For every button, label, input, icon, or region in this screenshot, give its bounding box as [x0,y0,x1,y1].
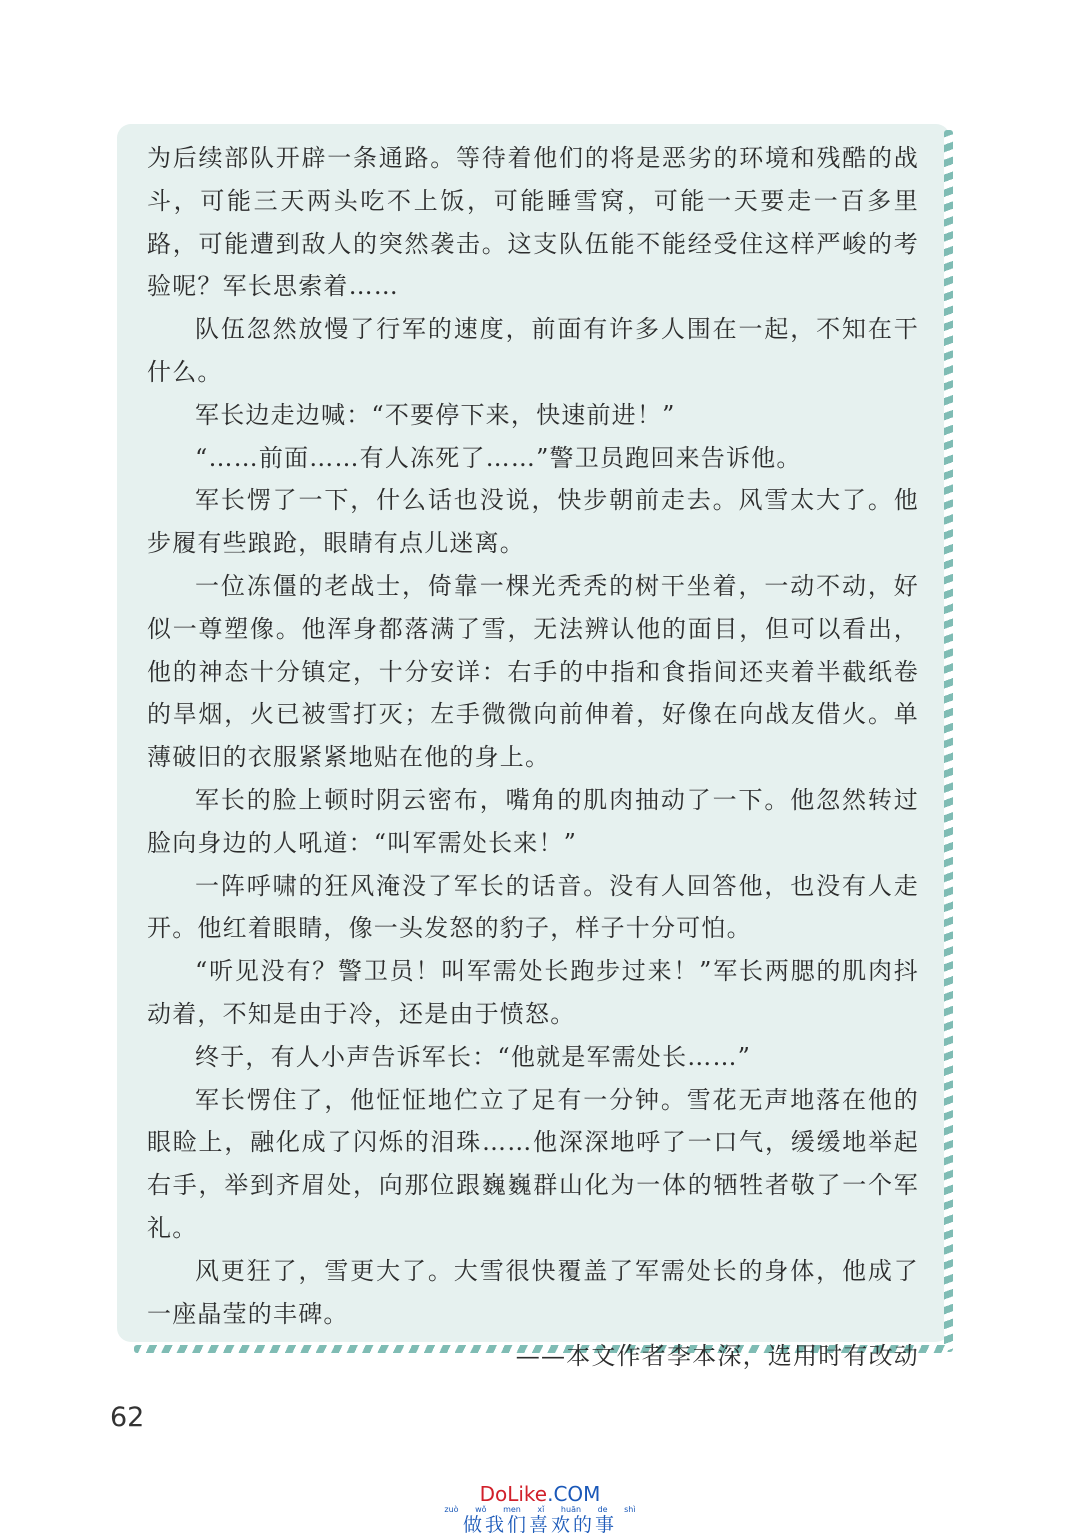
source-attribution: ——本文作者李本深，选用时有改动 [515,1342,919,1371]
paragraph-10: 终于，有人小声告诉军长：“他就是军需处长……” [195,1042,752,1071]
paragraph-9: “听见没有？警卫员！叫军需处长跑步过来！”军长两腮的肌肉抖动着，不知是由于冷，还是由于愤怒。 [147,957,919,1028]
paragraph-4: “……前面……有人冻死了……”警卫员跑回来告诉他。 [195,443,802,472]
logo-pinyin: zuò wǒ men xǐ huān de shì [444,1505,636,1514]
logo-slogan: 做我们喜欢的事 [462,1514,617,1536]
logo-brand: DoLike [479,1482,548,1506]
paragraph-7: 军长的脸上顿时阴云密布，嘴角的肌肉抽动了一下。他忽然转过脸向身边的人吼道：“叫军需处长来！” [147,785,919,857]
article-body [147,137,919,1378]
paragraph-3: 军长边走边喊：“不要停下来，快速前进！” [195,400,676,429]
paragraph-2: 队伍忽然放慢了行军的速度，前面有许多人围在一起，不知在干什么。 [147,315,919,386]
paragraph-11: 军长愣住了，他怔怔地伫立了足有一分钟。雪花无声地落在他的眼睑上，融化成了闪烁的泪珠……他深深地呼了一口气，缓缓地举起右手，举到齐眉处，向那位跟巍巍群山化为一体的牺牲者敬了一个军礼。 [147,1085,919,1242]
paragraph-5: 军长愣了一下，什么话也没说，快步朝前走去。风雪太大了。他步履有些踉跄，眼睛有点儿迷离。 [147,486,919,558]
site-watermark-logo [440,1483,640,1537]
paragraph-1: 为后续部队开辟一条通路。等待着他们的将是恶劣的环境和残酷的战斗，可能三天两头吃不上饭，可能睡雪窝，可能一天要走一百多里路，可能遭到敌人的突然袭击。这支队伍能不能经受住这样严峻的考验呢？军长思索着…… [147,144,919,301]
paragraph-6: 一位冻僵的老战士，倚靠一棵光秃秃的树干坐着，一动不动，好似一尊塑像。他浑身都落满了雪，无法辨认他的面目，但可以看出，他的神态十分镇定，十分安详：右手的中指和食指间还夹着半截纸卷的旱烟，火已被雪打灭；左手微微向前伸着，好像在向战友借火。单薄破旧的衣服紧紧地贴在他的身上。 [147,571,919,772]
logo-domain: .COM [547,1482,601,1506]
paragraph-8: 一阵呼啸的狂风淹没了军长的话音。没有人回答他，也没有人走开。他红着眼睛，像一头发怒的豹子，样子十分可怕。 [147,871,919,943]
logo-wordmark [440,1483,640,1505]
card-border-stripe-right [944,130,953,1352]
page-number: 62 [110,1402,145,1433]
paragraph-12: 风更狂了，雪更大了。大雪很快覆盖了军需处长的身体，他成了一座晶莹的丰碑。 [147,1256,919,1328]
